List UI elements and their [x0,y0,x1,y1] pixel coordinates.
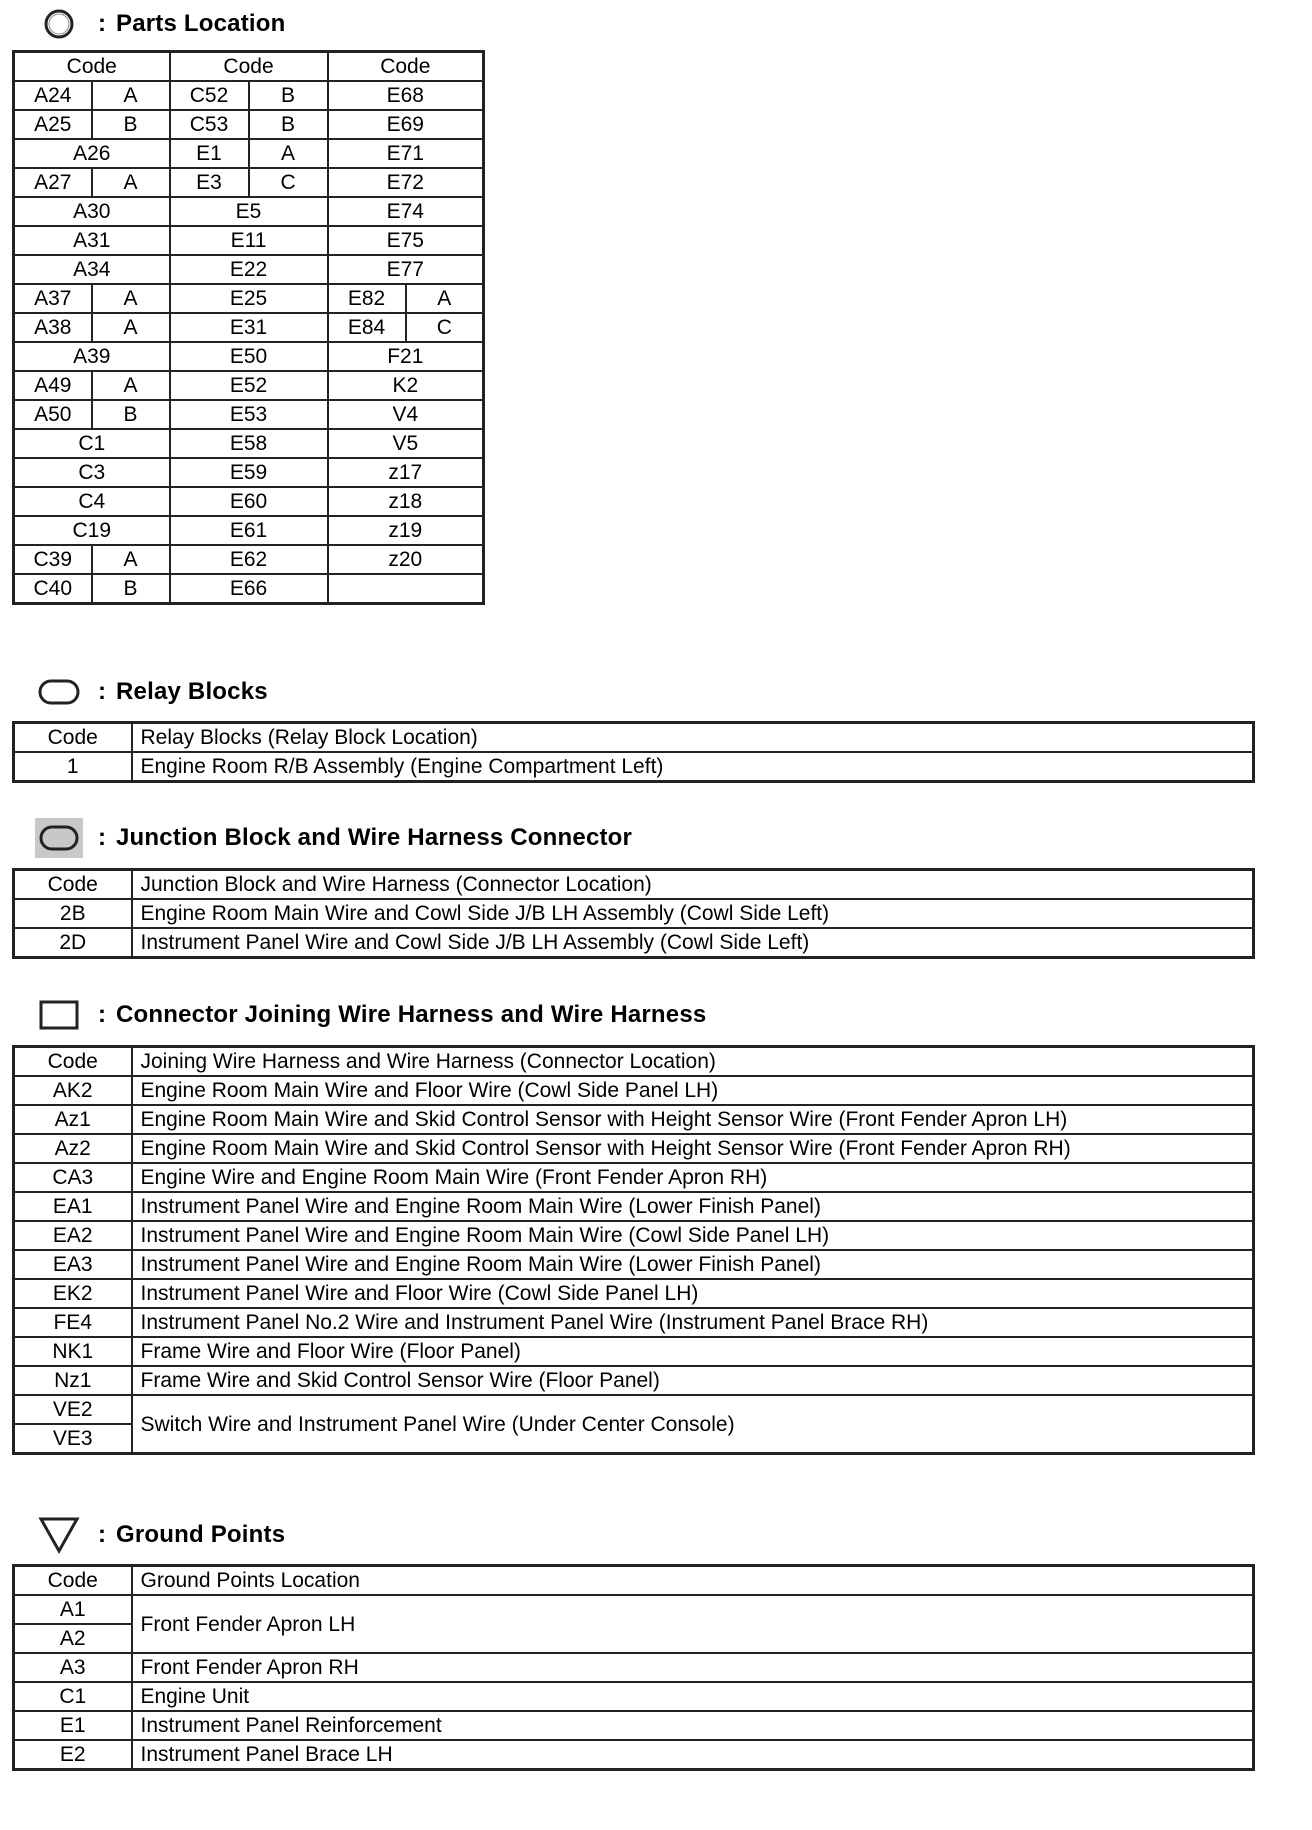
part-code-cell: E22 [170,255,328,284]
table-row [14,1308,1254,1337]
shaded-rounded-rect-icon [30,820,88,856]
part-code-cell: E59 [170,458,328,487]
code-cell: EA1 [14,1192,132,1221]
part-code-cell: C4 [14,487,170,516]
colon: : [98,1001,106,1028]
code-cell: NK1 [14,1337,132,1366]
part-variant-cell: B [92,400,170,429]
part-variant-cell: B [92,574,170,604]
colon: : [98,10,106,37]
part-code-cell: E52 [170,371,328,400]
part-code-cell: E68 [328,81,484,110]
column-header-code: Code [14,1047,132,1077]
table-row [14,752,1254,782]
part-variant-cell: A [92,545,170,574]
table-row [14,226,484,255]
part-code-cell: E50 [170,342,328,371]
part-variant-cell: B [249,110,328,139]
location-cell: Engine Room Main Wire and Skid Control Sensor with Height Sensor Wire (Front Fender Apron RH) [132,1134,1254,1163]
table-row [14,1595,1254,1624]
table-row [14,545,484,574]
part-code-cell: E31 [170,313,328,342]
table-header-row [14,1047,1254,1077]
circle-icon [30,6,88,42]
part-code-cell: C53 [170,110,249,139]
part-variant-cell: A [92,371,170,400]
part-variant-cell: A [406,284,484,313]
code-cell: 2D [14,928,132,958]
table-row [14,1682,1254,1711]
table-row [14,197,484,226]
part-code-cell: z20 [328,545,484,574]
table-row [14,371,484,400]
location-cell: Instrument Panel Wire and Cowl Side J/B LH Assembly (Cowl Side Left) [132,928,1254,958]
section-title: Ground Points [116,1521,286,1548]
table-row [14,400,484,429]
code-cell: Nz1 [14,1366,132,1395]
relay-blocks-table [12,721,1255,783]
code-cell: 1 [14,752,132,782]
part-code-cell: E84 [328,313,406,342]
part-variant-cell: A [249,139,328,168]
table-row [14,110,484,139]
code-cell: 2B [14,899,132,928]
connector-joining-header [30,995,706,1035]
part-code-cell: E71 [328,139,484,168]
parts-location-header [30,4,286,44]
ground-points-header [30,1515,285,1555]
part-code-cell: E72 [328,168,484,197]
table-header-row [14,1566,1254,1596]
part-code-cell: A24 [14,81,92,110]
code-cell: VE3 [14,1424,132,1454]
code-cell: AK2 [14,1076,132,1105]
code-cell: EK2 [14,1279,132,1308]
part-code-cell: E53 [170,400,328,429]
part-code-cell: A37 [14,284,92,313]
location-cell: Instrument Panel Wire and Engine Room Main Wire (Cowl Side Panel LH) [132,1221,1254,1250]
table-row [14,284,484,313]
table-row [14,1279,1254,1308]
location-cell: Instrument Panel Wire and Floor Wire (Cowl Side Panel LH) [132,1279,1254,1308]
part-code-cell: A31 [14,226,170,255]
table-row [14,168,484,197]
parts-location-table [12,50,485,605]
part-variant-cell: B [92,110,170,139]
part-code-cell: E5 [170,197,328,226]
part-code-cell: E3 [170,168,249,197]
location-cell: Engine Room Main Wire and Skid Control Sensor with Height Sensor Wire (Front Fender Apron LH) [132,1105,1254,1134]
table-row [14,1076,1254,1105]
part-code-cell: z18 [328,487,484,516]
part-variant-cell: A [92,313,170,342]
part-variant-cell: C [406,313,484,342]
part-code-cell: E62 [170,545,328,574]
table-row [14,1221,1254,1250]
table-row [14,1711,1254,1740]
table-row [14,81,484,110]
part-variant-cell: B [249,81,328,110]
section-title: Connector Joining Wire Harness and Wire Harness [116,1001,707,1028]
column-header-location: Relay Blocks (Relay Block Location) [132,723,1254,753]
part-code-cell: E77 [328,255,484,284]
code-cell: A3 [14,1653,132,1682]
table-row [14,1134,1254,1163]
table-row [14,255,484,284]
colon: : [98,678,106,705]
part-code-cell: C3 [14,458,170,487]
part-code-cell: E82 [328,284,406,313]
part-code-cell: E74 [328,197,484,226]
code-cell: Az2 [14,1134,132,1163]
code-cell: EA2 [14,1221,132,1250]
location-cell: Frame Wire and Skid Control Sensor Wire (Floor Panel) [132,1366,1254,1395]
table-row [14,1653,1254,1682]
part-code-cell: z17 [328,458,484,487]
code-cell: FE4 [14,1308,132,1337]
table-row [14,1395,1254,1424]
table-row [14,1740,1254,1770]
code-cell: CA3 [14,1163,132,1192]
table-row [14,1366,1254,1395]
location-cell: Engine Room Main Wire and Floor Wire (Cowl Side Panel LH) [132,1076,1254,1105]
column-header-code: Code [14,870,132,900]
section-title: Parts Location [116,10,286,37]
location-cell: Switch Wire and Instrument Panel Wire (Under Center Console) [132,1395,1254,1454]
location-cell: Instrument Panel Reinforcement [132,1711,1254,1740]
part-code-cell: A49 [14,371,92,400]
section-title: Relay Blocks [116,678,268,705]
part-code-cell: E69 [328,110,484,139]
location-cell: Front Fender Apron RH [132,1653,1254,1682]
part-code-cell: A27 [14,168,92,197]
part-code-cell [328,574,484,604]
column-header-location: Joining Wire Harness and Wire Harness (Connector Location) [132,1047,1254,1077]
location-cell: Instrument Panel Brace LH [132,1740,1254,1770]
table-header-row [14,870,1254,900]
table-row [14,313,484,342]
part-code-cell: E25 [170,284,328,313]
part-code-cell: A39 [14,342,170,371]
location-cell: Engine Unit [132,1682,1254,1711]
part-code-cell: C52 [170,81,249,110]
part-code-cell: E60 [170,487,328,516]
part-code-cell: E61 [170,516,328,545]
table-row [14,487,484,516]
location-cell: Engine Wire and Engine Room Main Wire (Front Fender Apron RH) [132,1163,1254,1192]
code-cell: VE2 [14,1395,132,1424]
code-cell: C1 [14,1682,132,1711]
part-code-cell: C40 [14,574,92,604]
location-cell: Frame Wire and Floor Wire (Floor Panel) [132,1337,1254,1366]
part-code-cell: z19 [328,516,484,545]
part-code-cell: V5 [328,429,484,458]
part-code-cell: V4 [328,400,484,429]
junction-block-table [12,868,1255,959]
table-row [14,1105,1254,1134]
table-row [14,574,484,604]
column-header: Code [328,52,484,82]
code-cell: E2 [14,1740,132,1770]
table-row [14,139,484,168]
table-header-row [14,52,484,82]
junction-block-header [30,818,632,858]
column-header-code: Code [14,1566,132,1596]
location-cell: Instrument Panel Wire and Engine Room Main Wire (Lower Finish Panel) [132,1192,1254,1221]
table-row [14,928,1254,958]
ground-points-table [12,1564,1255,1771]
triangle-down-icon [30,1517,88,1553]
part-code-cell: F21 [328,342,484,371]
location-cell: Front Fender Apron LH [132,1595,1254,1653]
part-variant-cell: A [92,284,170,313]
location-cell: Instrument Panel Wire and Engine Room Main Wire (Lower Finish Panel) [132,1250,1254,1279]
relay-blocks-header [30,672,268,712]
table-row [14,429,484,458]
column-header: Code [14,52,170,82]
table-row [14,1192,1254,1221]
table-header-row [14,723,1254,753]
part-code-cell: C39 [14,545,92,574]
column-header-location: Ground Points Location [132,1566,1254,1596]
part-code-cell: A38 [14,313,92,342]
part-code-cell: E11 [170,226,328,255]
code-cell: Az1 [14,1105,132,1134]
rounded-rect-icon [30,674,88,710]
section-title: Junction Block and Wire Harness Connector [116,824,633,851]
part-code-cell: E75 [328,226,484,255]
part-code-cell: C19 [14,516,170,545]
part-code-cell: E1 [170,139,249,168]
location-cell: Instrument Panel No.2 Wire and Instrument Panel Wire (Instrument Panel Brace RH) [132,1308,1254,1337]
square-icon [30,997,88,1033]
part-variant-cell: A [92,81,170,110]
table-row [14,1250,1254,1279]
column-header: Code [170,52,328,82]
part-code-cell: A25 [14,110,92,139]
colon: : [98,1521,106,1548]
code-cell: A1 [14,1595,132,1624]
part-code-cell: A50 [14,400,92,429]
table-row [14,342,484,371]
part-code-cell: A30 [14,197,170,226]
code-cell: A2 [14,1624,132,1653]
part-variant-cell: C [249,168,328,197]
location-cell: Engine Room R/B Assembly (Engine Compartment Left) [132,752,1254,782]
part-code-cell: E66 [170,574,328,604]
part-code-cell: C1 [14,429,170,458]
table-row [14,899,1254,928]
part-code-cell: A34 [14,255,170,284]
part-code-cell: A26 [14,139,170,168]
column-header-code: Code [14,723,132,753]
table-row [14,1163,1254,1192]
column-header-location: Junction Block and Wire Harness (Connector Location) [132,870,1254,900]
colon: : [98,824,106,851]
table-row [14,458,484,487]
connector-joining-table [12,1045,1255,1455]
part-variant-cell: A [92,168,170,197]
part-code-cell: K2 [328,371,484,400]
code-cell: EA3 [14,1250,132,1279]
location-cell: Engine Room Main Wire and Cowl Side J/B LH Assembly (Cowl Side Left) [132,899,1254,928]
part-code-cell: E58 [170,429,328,458]
table-row [14,1337,1254,1366]
table-row [14,516,484,545]
code-cell: E1 [14,1711,132,1740]
